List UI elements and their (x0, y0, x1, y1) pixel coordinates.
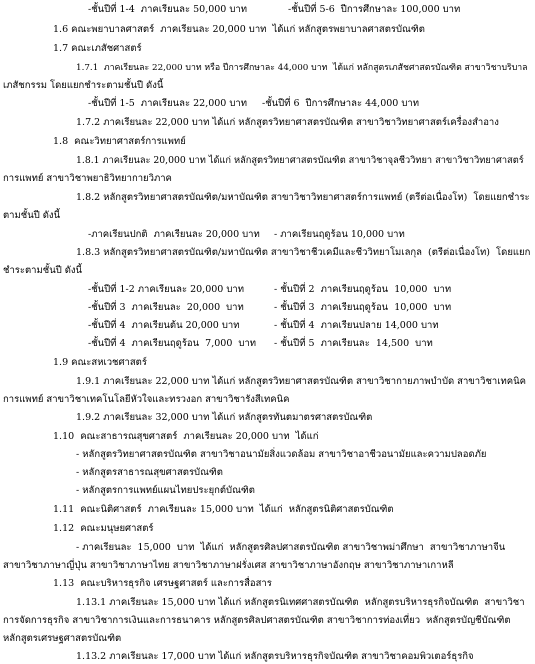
document-line (53, 357, 147, 369)
line-second-column: - ชั้นปีที่ 3 ภาคเรียนฤดูร้อน 10,000 บาท (274, 302, 452, 313)
line-text: - หลักสูตรวิทยาศาสตรบัณฑิต สาขาวิชาอนามัยสิ่งแวดล้อม สาขาวิชาอาชีวอนามัยและความปลอดภัย (76, 449, 487, 460)
line-text: 1.11 คณะนิติศาสตร์ ภาคเรียนละ 15,000 บาท ได้แก่ หลักสูตรนิติศาสตรบัณฑิต (53, 504, 394, 515)
document-line (53, 24, 425, 36)
line-text: -ชั้นปีที่ 1-4 ภาคเรียนละ 50,000 บาท (88, 4, 247, 15)
document-line (76, 412, 372, 424)
document-line (88, 320, 239, 332)
document-line (76, 62, 528, 74)
document-line (88, 284, 244, 296)
line-text: 1.13.2 ภาคเรียนละ 17,000 บาท ได้แก่ หลักสูตรบริหารธุรกิจบัณฑิต สาขาวิชาคอมพิวเตอร์ธุรกิจ (76, 651, 474, 662)
line-text: -ภาคเรียนปกติ ภาคเรียนละ 20,000 บาท (88, 229, 260, 240)
line-second-column: -ชั้นปีที่ 5-6 ปีการศึกษาละ 100,000 บาท (288, 4, 461, 15)
document-line (88, 338, 256, 350)
line-text: การแพทย์ สาขาวิชาพยาธิวิทยากายวิภาค (3, 173, 172, 184)
line-text: -ชั้นปีที่ 3 ภาคเรียนละ 20,000 บาท (88, 302, 244, 313)
document-line (3, 265, 82, 277)
line-text: 1.7.1 ภาคเรียนละ 22,000 บาท หรือ ปีการศึกษาละ 44,000 บาท ได้แก่ หลักสูตรเภสัชศาสตรบัณฑิต สาขาวิชาบริบาล (76, 63, 528, 73)
document-line (53, 578, 272, 590)
line-text: เภสัชกรรม โดยแยกชำระตามชั้นปี ดังนี้ (3, 80, 164, 91)
document-line (76, 467, 223, 479)
document-line (3, 633, 121, 645)
line-text: - หลักสูตรสาธารณสุขศาสตรบัณฑิต (76, 467, 223, 478)
line-text: 1.9 คณะสหเวชศาสตร์ (53, 357, 147, 368)
line-text: 1.7 คณะเภสัชศาสตร์ (53, 43, 142, 54)
line-text: -ชั้นปีที่ 4 ภาคเรียนฤดูร้อน 7,000 บาท (88, 338, 257, 349)
line-second-column: -ชั้นปีที่ 6 ปีการศึกษาละ 44,000 บาท (262, 98, 419, 109)
document-line (3, 394, 289, 406)
line-text: -ชั้นปีที่ 1-5 ภาคเรียนละ 22,000 บาท (88, 98, 247, 109)
line-text: การแพทย์ สาขาวิชาเทคโนโลยีหัวใจและทรวงอก สาขาวิชารังสีเทคนิค (3, 394, 290, 405)
line-text: หลักสูตรเศรษฐศาสตรบัณฑิต (3, 633, 122, 644)
document-line (76, 542, 505, 554)
line-text: - ภาคเรียนละ 15,000 บาท ได้แก่ หลักสูตรศิลปศาสตรบัณฑิต สาขาวิชาพม่าศึกษา สาขาวิชาภาษาจีน (76, 542, 506, 553)
line-text: 1.6 คณะพยาบาลศาสตร์ ภาคเรียนละ 20,000 บาท ได้แก่ หลักสูตรพยาบาลศาสตรบัณฑิต (53, 24, 425, 35)
line-text: การจัดการธุรกิจ สาขาวิชาการเงินและการธนาคาร หลักสูตรศิลปศาสตรบัณฑิต สาขาวิชาการท่องเที่ยว หลักสูตรบัญชีบัณฑิต (3, 615, 511, 626)
document-line (76, 449, 486, 461)
line-text: 1.9.1 ภาคเรียนละ 22,000 บาท ได้แก่ หลักสูตรวิทยาศาสตรบัณฑิต สาขาวิชากายภาพบำบัด สาขาวิชาเทคนิค (76, 376, 526, 387)
document-line (76, 192, 530, 204)
line-text: 1.8 คณะวิทยาศาสตร์การแพทย์ (53, 136, 186, 147)
document-line (53, 504, 394, 516)
line-text: 1.9.2 ภาคเรียนละ 32,000 บาท ได้แก่ หลักสูตรทันตมาตรศาสตรบัณฑิต (76, 412, 373, 423)
document-line (53, 136, 186, 148)
document-line (76, 117, 499, 129)
line-text: -ชั้นปีที่ 4 ภาคเรียนต้น 20,000 บาท (88, 320, 240, 331)
line-second-column: - ชั้นปีที่ 5 ภาคเรียนละ 14,500 บาท (274, 338, 433, 349)
document-line (76, 247, 530, 259)
document-line (76, 155, 524, 167)
line-text: ชำระตามชั้นปี ดังนี้ (3, 265, 83, 276)
line-text: 1.8.3 หลักสูตรวิทยาศาสตรบัณฑิต/มหาบัณฑิต สาขาวิชาชีวเคมีและชีววิทยาโมเลกุล (ตรีต่อเนื่องโท) โดยแยก (76, 247, 531, 258)
document-line (3, 615, 511, 627)
document-line (88, 229, 260, 241)
line-text: 1.8.1 ภาคเรียนละ 20,000 บาท ได้แก่ หลักสูตรวิทยาศาสตรบัณฑิต สาขาวิชาจุลชีววิทยา สาขาวิชาวิทยาศาสตร์ (76, 155, 524, 166)
line-text: 1.7.2 ภาคเรียนละ 22,000 บาท ได้แก่ หลักสูตรวิทยาศาสตรบัณฑิต สาขาวิชาวิทยาศาสตร์เครื่องสำอาง (76, 117, 499, 128)
document-line (76, 485, 255, 497)
document-line (88, 302, 244, 314)
document-line (3, 210, 60, 222)
line-text: - หลักสูตรการแพทย์แผนไทยประยุกต์บัณฑิต (76, 485, 255, 496)
line-second-column: - ชั้นปีที่ 4 ภาคเรียนปลาย 14,000 บาท (274, 320, 439, 331)
document-line (53, 431, 318, 443)
document-line (3, 173, 172, 185)
line-text: 1.13.1 ภาคเรียนละ 15,000 บาท ได้แก่ หลักสูตรนิเทศศาสตรบัณฑิต หลักสูตรบริหารธุรกิจบัณฑิต สาขาวิชา (76, 597, 525, 608)
line-text: 1.12 คณะมนุษยศาสตร์ (53, 523, 154, 534)
line-second-column: - ภาคเรียนฤดูร้อน 10,000 บาท (274, 229, 405, 240)
document-line (3, 560, 454, 572)
document-line (88, 4, 247, 16)
document-line (88, 98, 247, 110)
line-second-column: - ชั้นปีที่ 2 ภาคเรียนฤดูร้อน 10,000 บาท (274, 284, 452, 295)
document-line (76, 651, 474, 663)
line-text: 1.10 คณะสาธารณสุขศาสตร์ ภาคเรียนละ 20,000 บาท ได้แก่ (53, 431, 319, 442)
document-line (76, 376, 526, 388)
line-text: ตามชั้นปี ดังนี้ (3, 210, 61, 221)
document-line (76, 597, 525, 609)
document-line (53, 43, 142, 55)
line-text: 1.8.2 หลักสูตรวิทยาศาสตรบัณฑิต/มหาบัณฑิต สาขาวิชาวิทยาศาสตร์การแพทย์ (ตรีต่อเนื่องโท) โดยแยกชำระ (76, 192, 530, 203)
line-text: 1.13 คณะบริหารธุรกิจ เศรษฐศาสตร์ และการสื่อสาร (53, 578, 272, 589)
line-text: สาขาวิชาภาษาญี่ปุ่น สาขาวิชาภาษาไทย สาขาวิชาภาษาฝรั่งเศส สาขาวิชาภาษาอังกฤษ สาขาวิชาภาษาเกาหลี (3, 560, 454, 571)
document-line (3, 80, 163, 92)
document-line (53, 523, 153, 535)
line-text: -ชั้นปีที่ 1-2 ภาคเรียนละ 20,000 บาท (88, 284, 244, 295)
